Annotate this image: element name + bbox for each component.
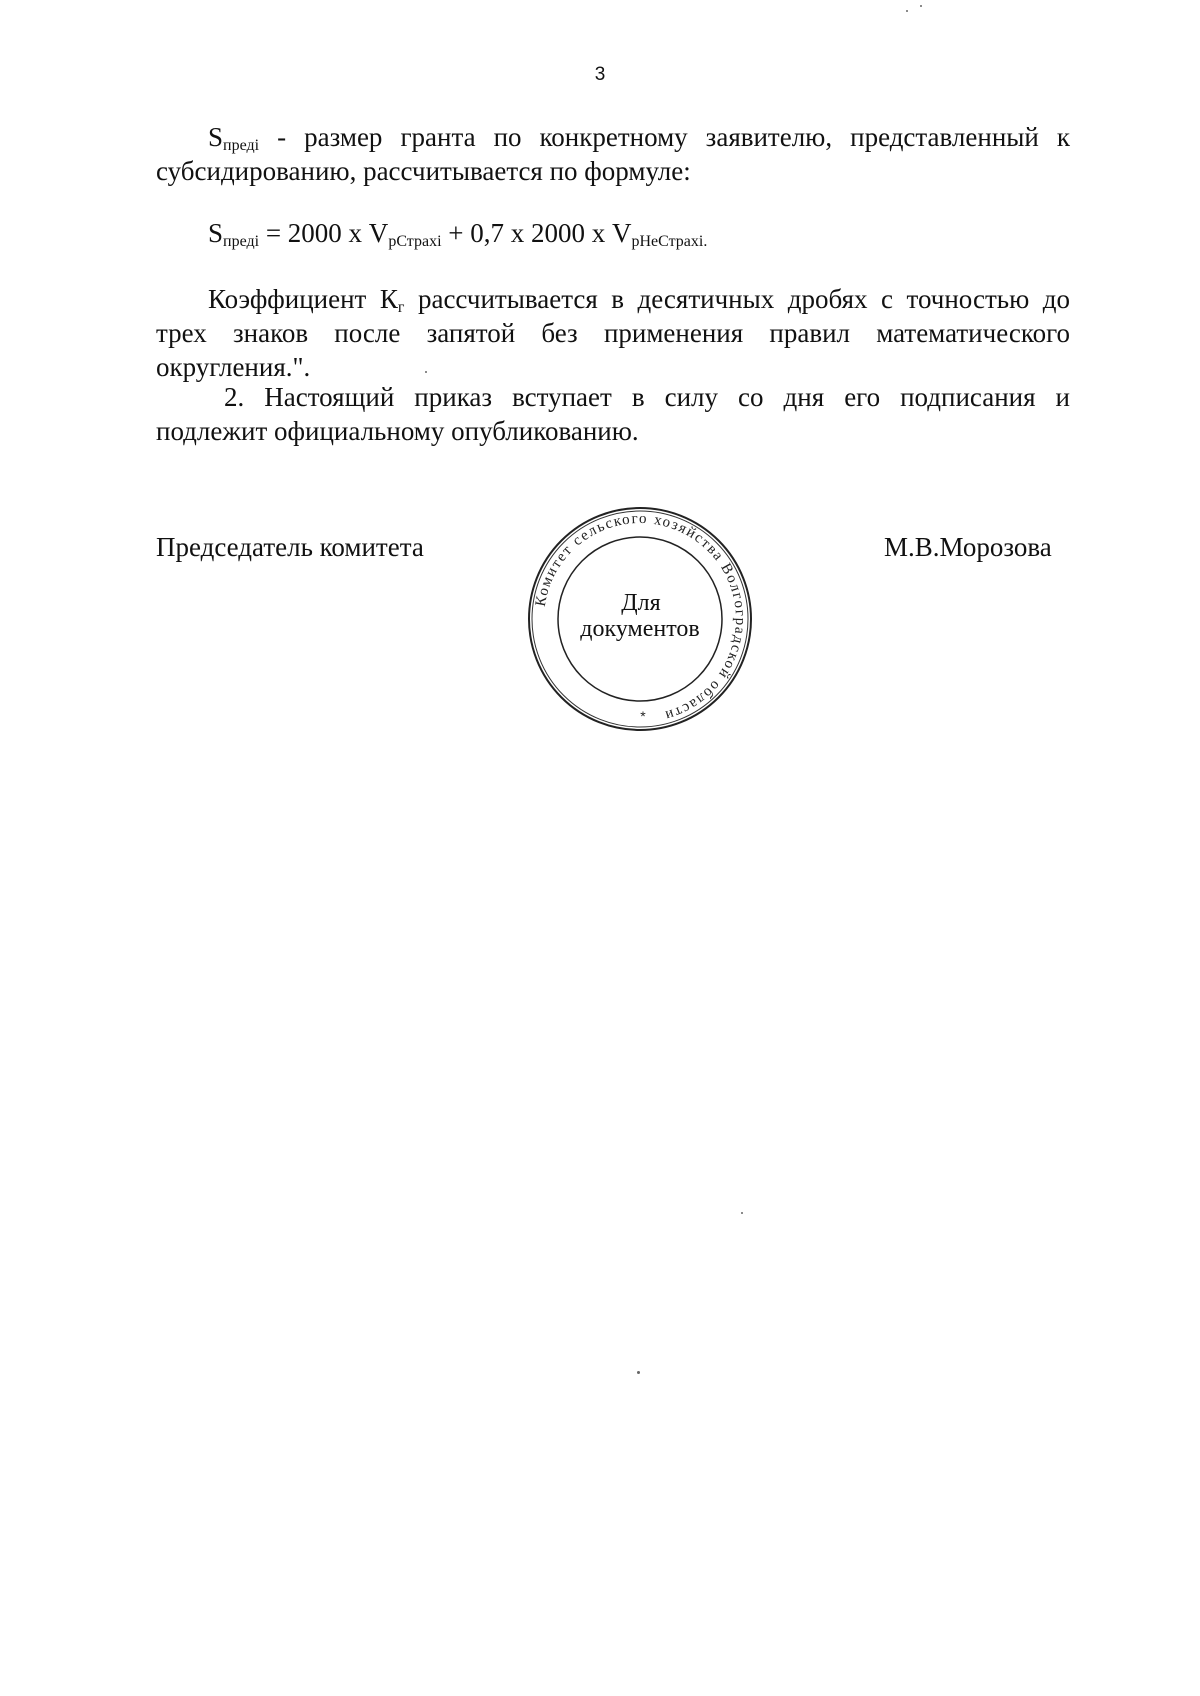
paragraph-line: 2. Настоящий приказ вступает в силу со дня его подписания и xyxy=(224,382,1070,412)
grant-formula xyxy=(208,216,707,250)
paragraph-line: трех знаков после запятой без применения правил математического xyxy=(156,318,1070,348)
formula-text: = 2000 х V xyxy=(259,218,389,248)
paragraph-grant-size xyxy=(156,120,1070,188)
formula-text: + 0,7 х 2000 х V xyxy=(441,218,632,248)
formula-subscript: рСтрахі xyxy=(388,233,442,250)
scan-speck xyxy=(741,1212,743,1214)
stamp-center-line2: документов xyxy=(580,616,700,642)
formula-variable: S xyxy=(208,218,224,248)
scan-speck xyxy=(906,10,908,12)
text-fragment: Коэффициент К xyxy=(208,284,398,314)
variable-s: S xyxy=(208,122,224,152)
stamp-star: * xyxy=(640,708,646,724)
stamp-ring-text: Комитет сельского хозяйства Волгоградской области xyxy=(532,510,749,724)
subscript: г xyxy=(397,299,405,316)
paragraph-line: округления.". xyxy=(156,352,311,382)
paragraph-line xyxy=(156,282,1070,316)
paragraph-line xyxy=(156,120,1070,154)
paragraph-effective-date xyxy=(156,380,1070,448)
page-number: 3 xyxy=(594,64,606,85)
text-fragment: рассчитывается в десятичных дробях с точностью до xyxy=(404,284,1071,314)
signatory-name: М.В.Морозова xyxy=(884,532,1052,562)
formula-subscript: рНеСтрахі. xyxy=(631,233,708,250)
paragraph-line: подлежит официальному опубликованию. xyxy=(156,416,639,446)
formula-subscript: преді xyxy=(223,233,260,250)
paragraph-line: субсидированию, рассчитывается по формуле: xyxy=(156,156,691,186)
scan-speck xyxy=(425,371,427,373)
scan-speck xyxy=(920,5,922,7)
stamp-center-line1: Для xyxy=(621,590,661,616)
paragraph-coefficient xyxy=(156,282,1070,384)
text-fragment: - размер гранта по конкретному заявителю, представленный к xyxy=(259,122,1070,152)
official-stamp xyxy=(527,506,753,732)
scan-speck xyxy=(637,1371,640,1374)
subscript: преді xyxy=(223,137,260,154)
signatory-position: Председатель комитета xyxy=(156,532,424,562)
